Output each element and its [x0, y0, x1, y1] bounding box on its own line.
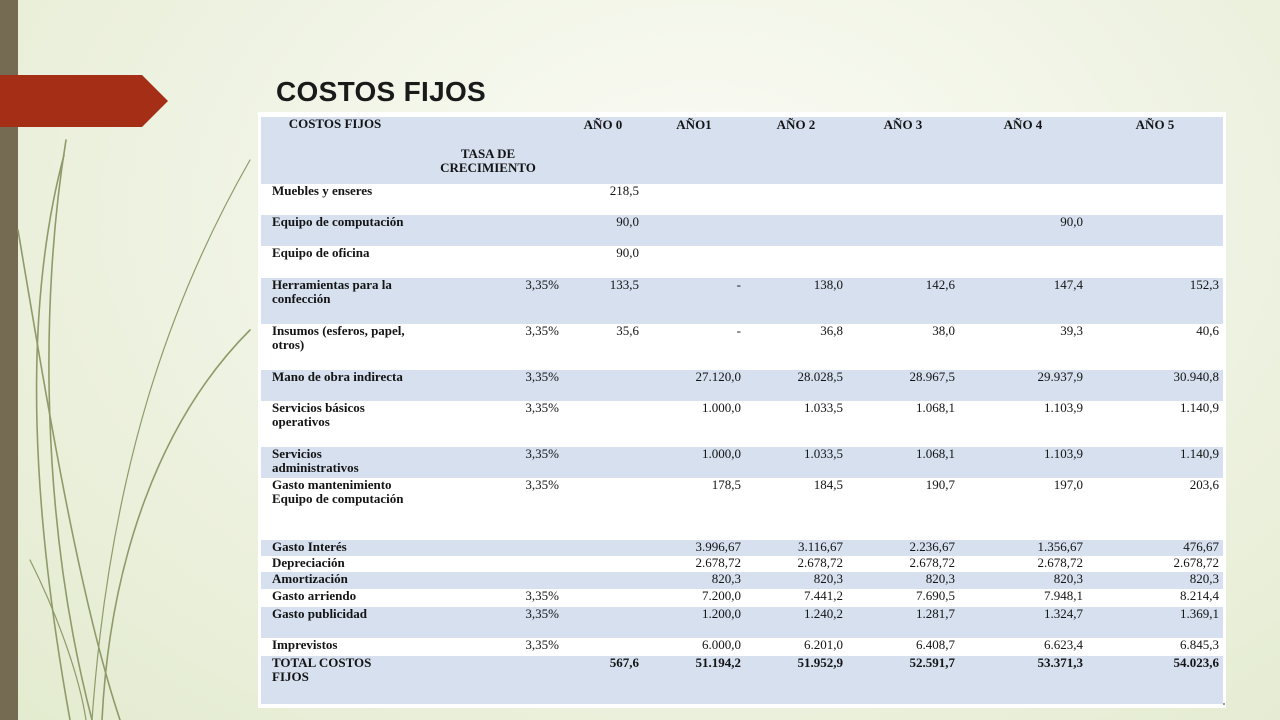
row-value-year-4: 7.948,1 [1044, 587, 1083, 603]
row-value-year-0: 90,0 [563, 215, 643, 246]
row-label: Gasto arriendo [272, 587, 357, 603]
row-value-year-1 [643, 184, 745, 215]
row-label: Gasto publicidad [261, 607, 413, 638]
fixed-costs-table-frame [258, 112, 1226, 708]
row-value-year-2: 6.201,0 [804, 636, 843, 652]
table-row [261, 607, 1223, 638]
row-value-year-2: 184,5 [813, 477, 843, 493]
year-header-2: AÑO 2 [745, 117, 847, 147]
row-value-year-2: 36,8 [820, 322, 843, 338]
row-value-year-1: 27.120,0 [643, 370, 745, 401]
row-value-year-4: 147,4 [959, 278, 1087, 324]
row-rate [413, 246, 563, 277]
table-row [261, 556, 1223, 572]
row-value-year-3: 190,7 [925, 477, 955, 493]
rate-header-empty-4 [959, 147, 1087, 184]
row-value-year-2 [745, 215, 847, 246]
header-rate-blank [413, 117, 563, 147]
table-row [261, 370, 1223, 401]
row-rate [413, 572, 563, 588]
year-header-1: AÑO1 [643, 117, 745, 147]
row-rate [413, 215, 563, 246]
row-value-year-1: 2.678,72 [695, 555, 741, 571]
row-value-year-5: 820,3 [1087, 572, 1223, 588]
row-value-year-1: 178,5 [711, 477, 741, 493]
row-rate: 3,35% [525, 636, 559, 652]
row-value-year-0 [563, 638, 643, 656]
row-value-year-3: 38,0 [932, 322, 955, 338]
row-value-year-3: 1.281,7 [847, 607, 959, 638]
row-value-year-0 [563, 478, 643, 540]
row-value-year-5: 6.845,3 [1180, 636, 1219, 652]
row-value-year-4: 39,3 [1060, 322, 1083, 338]
row-value-year-3: 28.967,5 [847, 370, 959, 401]
total-value-year-3: 52.591,7 [847, 656, 959, 704]
fixed-costs-table [261, 117, 1223, 704]
row-label: Depreciación [272, 555, 345, 571]
row-value-year-5: 152,3 [1087, 278, 1223, 324]
row-value-year-2 [745, 184, 847, 215]
row-label: Equipo de computación [261, 215, 413, 246]
row-value-year-1 [643, 246, 745, 277]
table-row [261, 215, 1223, 246]
total-label: TOTAL COSTOS FIJOS [261, 656, 413, 704]
table-row [261, 540, 1223, 556]
row-value-year-0: 133,5 [563, 278, 643, 324]
row-label: Herramientas para la confección [261, 278, 413, 324]
row-value-year-1: - [643, 278, 745, 324]
row-value-year-2: 28.028,5 [745, 370, 847, 401]
slide-title: COSTOS FIJOS [276, 76, 487, 107]
row-rate: 3,35% [525, 477, 559, 493]
table-row [261, 478, 1223, 540]
table-row [261, 184, 1223, 215]
row-value-year-4: 820,3 [959, 572, 1087, 588]
row-value-year-2: 1.240,2 [745, 607, 847, 638]
row-value-year-1: 1.000,0 [643, 447, 745, 478]
row-label: Servicios administrativos [261, 447, 413, 478]
row-value-year-4: 197,0 [1053, 477, 1083, 493]
row-rate [413, 556, 563, 572]
row-value-year-3: 7.690,5 [916, 587, 955, 603]
rate-header-blank [261, 147, 413, 184]
row-value-year-3: 2.678,72 [909, 555, 955, 571]
row-value-year-0: 218,5 [609, 183, 639, 199]
row-value-year-3 [847, 215, 959, 246]
table-row [261, 324, 1223, 370]
row-value-year-3: 142,6 [847, 278, 959, 324]
row-value-year-1: 6.000,0 [702, 636, 741, 652]
row-value-year-4: 2.678,72 [1037, 555, 1083, 571]
row-value-year-4: 1.103,9 [959, 447, 1087, 478]
row-value-year-0 [563, 447, 643, 478]
row-value-year-1: - [736, 322, 741, 338]
total-value-year-4: 53.371,3 [959, 656, 1087, 704]
row-value-year-3: 2.236,67 [847, 540, 959, 556]
row-value-year-2: 1.033,5 [745, 447, 847, 478]
row-label: Gasto mantenimiento Equipo de computación [272, 477, 404, 507]
row-value-year-4: 1.103,9 [1044, 399, 1083, 415]
row-value-year-3: 6.408,7 [916, 636, 955, 652]
row-value-year-4: 90,0 [959, 215, 1087, 246]
row-value-year-5: 40,6 [1196, 322, 1219, 338]
rate-header-row [261, 147, 1223, 184]
row-label: Imprevistos [272, 636, 338, 652]
row-value-year-3: 820,3 [847, 572, 959, 588]
row-value-year-5: 1.369,1 [1087, 607, 1223, 638]
row-rate: 3,35% [525, 399, 559, 415]
year-header-3: AÑO 3 [847, 117, 959, 147]
total-value-year-1: 51.194,2 [643, 656, 745, 704]
row-value-year-3: 1.068,1 [847, 447, 959, 478]
row-value-year-3: 1.068,1 [916, 399, 955, 415]
row-label: Gasto Interés [261, 540, 413, 556]
row-label: Insumos (esferos, papel, otros) [272, 322, 405, 352]
table-row [261, 572, 1223, 588]
header-label: COSTOS FIJOS [261, 117, 413, 147]
row-rate: 3,35% [413, 278, 563, 324]
row-value-year-1: 3.996,67 [643, 540, 745, 556]
row-rate [413, 540, 563, 556]
row-value-year-0 [563, 607, 643, 638]
row-rate: 3,35% [413, 447, 563, 478]
row-value-year-5: 2.678,72 [1173, 555, 1219, 571]
row-rate: 3,35% [413, 607, 563, 638]
row-value-year-2: 138,0 [745, 278, 847, 324]
row-label: Amortización [261, 572, 413, 588]
row-value-year-4 [959, 184, 1087, 215]
row-value-year-4: 6.623,4 [1044, 636, 1083, 652]
row-value-year-0 [563, 572, 643, 588]
row-label: Mano de obra indirecta [261, 370, 413, 401]
header-row [261, 117, 1223, 147]
row-value-year-4: 29.937,9 [959, 370, 1087, 401]
total-value-year-2: 51.952,9 [745, 656, 847, 704]
row-value-year-5: 476,67 [1087, 540, 1223, 556]
row-rate: 3,35% [525, 587, 559, 603]
row-value-year-2: 2.678,72 [797, 555, 843, 571]
title-arrow-shape [0, 75, 170, 127]
row-value-year-2 [745, 246, 847, 277]
year-header-5: AÑO 5 [1087, 117, 1223, 147]
year-header-4: AÑO 4 [959, 117, 1087, 147]
row-value-year-2: 3.116,67 [745, 540, 847, 556]
total-value-year-5: 54.023,6 [1087, 656, 1223, 704]
table-row [261, 589, 1223, 607]
table-row [261, 246, 1223, 277]
rate-header-empty-2 [745, 147, 847, 184]
total-row [261, 656, 1223, 704]
row-value-year-2: 820,3 [745, 572, 847, 588]
row-value-year-0: 90,0 [616, 245, 639, 261]
row-value-year-0 [563, 556, 643, 572]
row-value-year-5: 8.214,4 [1180, 587, 1219, 603]
row-value-year-1: 1.000,0 [702, 399, 741, 415]
row-value-year-0 [563, 401, 643, 447]
table-row [261, 638, 1223, 656]
row-value-year-3 [847, 246, 959, 277]
year-header-0: AÑO 0 [563, 117, 643, 147]
row-value-year-5: 30.940,8 [1087, 370, 1223, 401]
row-value-year-4: 1.324,7 [959, 607, 1087, 638]
row-value-year-5: 1.140,9 [1087, 447, 1223, 478]
row-value-year-5 [1087, 246, 1223, 277]
row-value-year-4 [959, 246, 1087, 277]
row-value-year-2: 7.441,2 [804, 587, 843, 603]
row-value-year-1 [643, 215, 745, 246]
row-rate: 3,35% [413, 370, 563, 401]
row-label: Muebles y enseres [272, 183, 373, 199]
row-value-year-3 [847, 184, 959, 215]
row-value-year-5: 1.140,9 [1180, 399, 1219, 415]
row-value-year-0 [563, 540, 643, 556]
row-label: Servicios básicos operativos [272, 399, 365, 429]
row-value-year-2: 1.033,5 [804, 399, 843, 415]
row-value-year-0 [563, 589, 643, 607]
row-value-year-5: 203,6 [1189, 477, 1219, 493]
row-value-year-5 [1087, 184, 1223, 215]
rate-header-empty-0 [563, 147, 643, 184]
total-rate-blank [413, 656, 563, 704]
row-value-year-0 [563, 370, 643, 401]
rate-header-empty-5 [1087, 147, 1223, 184]
rate-header-empty-3 [847, 147, 959, 184]
row-rate [413, 184, 563, 215]
slide-corner-mark [1223, 703, 1225, 705]
row-value-year-1: 7.200,0 [702, 587, 741, 603]
table-row [261, 278, 1223, 324]
row-value-year-1: 820,3 [643, 572, 745, 588]
row-value-year-1: 1.200,0 [643, 607, 745, 638]
rate-header-empty-1 [643, 147, 745, 184]
row-value-year-0: 35,6 [616, 322, 639, 338]
table-row [261, 447, 1223, 478]
row-value-year-5 [1087, 215, 1223, 246]
row-label: Equipo de oficina [272, 245, 370, 261]
table-row [261, 401, 1223, 447]
row-value-year-4: 1.356,67 [959, 540, 1087, 556]
growth-rate-header: TASA DE CRECIMIENTO [413, 147, 563, 184]
total-value-year-0: 567,6 [563, 656, 643, 704]
row-rate: 3,35% [525, 322, 559, 338]
